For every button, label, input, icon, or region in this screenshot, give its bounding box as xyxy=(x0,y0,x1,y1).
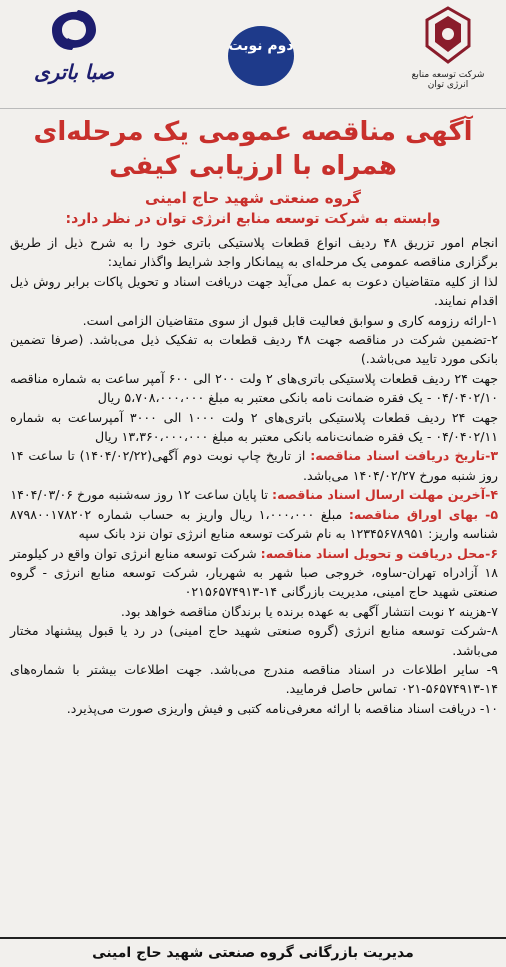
item-5 xyxy=(10,505,498,544)
item-10: ۱۰- دریافت اسناد مناقصه با ارائه معرفی‌نامه کتبی و فیش واریزی صورت می‌پذیرد. xyxy=(66,700,498,716)
affiliation: وابسته به شرکت توسعه منابع انرژی توان در نظر دارد: xyxy=(65,211,441,227)
title-block xyxy=(0,109,506,229)
saba-battery-logo xyxy=(10,8,138,86)
header xyxy=(0,0,506,109)
item-3-label: ۳-تاریخ دریافت اسناد مناقصه: xyxy=(310,448,499,464)
notice-body xyxy=(0,229,506,718)
item-4-text: تا پایان ساعت ۱۲ روز سه‌شنبه مورخ ۱۴۰۴/۰۳/۰۶ xyxy=(10,487,273,503)
item-3 xyxy=(10,446,498,485)
item-2-b: جهت ۲۴ ردیف قطعات پلاستیکی باتری‌های ۲ ولت ۱۰۰۰ الی ۳۰۰۰ آمپرساعت به شماره ۰۴/۰۴۰۲/۱۱ - یک فقره ضمانت‌نامه بانکی معتبر به مبلغ ۱۳،۳۶۰،۰۰۰،۰۰۰ ریال xyxy=(10,409,499,445)
tavan-caption: شرکت توسعه منابع انرژی توان xyxy=(411,70,485,90)
tavan-energy-logo xyxy=(400,6,496,106)
title-line-1: آگهی مناقصه عمومی یک مرحله‌ای xyxy=(33,117,473,147)
item-6-label: ۶-محل دریافت و تحویل اسناد مناقصه: xyxy=(260,545,498,561)
item-2-a: جهت ۲۴ ردیف قطعات پلاستیکی باتری‌های ۲ ولت ۲۰۰ الی ۶۰۰ آمپر ساعت به شماره مناقصه ۰۴/۰۴۰۲/۱۰ - یک فقره ضمانت نامه بانکی معتبر به مبلغ ۵،۷۰۸،۰۰۰،۰۰۰ ریال xyxy=(10,370,499,406)
saba-brand-text: صبا باتری xyxy=(34,60,114,84)
item-3-text: از تاریخ چاپ نوبت دوم آگهی(۱۴۰۴/۰۲/۲۲) تا ساعت ۱۴ روز شنبه مورخ ۱۴۰۴/۰۲/۲۷ می‌باشد. xyxy=(10,448,498,483)
item-6-text: شرکت توسعه منابع انرژی توان واقع در کیلومتر ۱۸ آزادراه تهران-ساوه، خروجی صبا شهر به شهریار، شرکت توسعه منابع انرژی - گروه صنعتی شهید حاج امینی، مدیریت بازرگانی ۱۴-۰۲۱۵۶۵۷۴۹۱۳ xyxy=(10,545,498,600)
item-7: ۷-هزینه ۲ نوبت انتشار آگهی به عهده برنده یا برندگان مناقصه خواهد بود. xyxy=(120,603,498,619)
item-9: ۹- سایر اطلاعات در اسناد مناقصه مندرج می‌باشد. جهت اطلاعات بیشتر با شماره‌های ۱۴-۵۶۵۷۴۹۱۳-۰۲۱ تماس حاصل فرمایید. xyxy=(10,661,498,697)
item-5-text: مبلغ ۱،۰۰۰،۰۰۰ ریال واریز به حساب شماره ۸۷۹۸۰۰۱۷۸۲۰۲ شناسه واریز: ۱۲۳۴۵۶۷۸۹۵۱ به نام شرکت توسعه منابع انرژی توان نزد بانک سپه xyxy=(10,506,498,542)
item-8: ۸-شرکت توسعه منابع انرژی (گروه صنعتی شهید حاج امینی) در رد یا قبول پیشنهاد مختار می‌باشد. xyxy=(10,623,498,658)
footer-signature: مدیریت بازرگانی گروه صنعتی شهید حاج امینی xyxy=(0,937,506,967)
second-notice-badge: دوم نوبت xyxy=(228,26,294,86)
item-5-label: ۵- بهای اوراق مناقصه: xyxy=(348,506,498,522)
item-4-label: ۴-آخرین مهلت ارسال اسناد مناقصه: xyxy=(272,487,498,503)
item-6 xyxy=(10,544,498,602)
intro-paragraph: انجام امور تزریق ۴۸ ردیف انواع قطعات پلاستیکی باتری خود را به شرح ذیل از طریق برگزاری مناقصه عمومی یک مرحله‌ای به پیمانکار واجد شرایط واگذار نماید: xyxy=(10,235,498,270)
item-4 xyxy=(10,485,498,504)
intro-paragraph-2: لذا از کلیه متقاضیان دعوت به عمل می‌آید جهت دریافت اسناد و تحویل پاکات برابر روش ذیل اقدام نمایند. xyxy=(10,273,498,309)
tavan-logo-icon xyxy=(423,6,473,68)
title-line-2: همراه با ارزیابی کیفی xyxy=(109,151,397,181)
item-2: ۲-تضمین شرکت در مناقصه جهت ۴۸ ردیف قطعات به تفکیک ذیل می‌باشد. (صرفا تضمین بانکی مورد تایید می‌باشد.) xyxy=(10,332,498,367)
saba-logo-icon xyxy=(48,8,100,52)
group-name: گروه صنعتی شهید حاج امینی xyxy=(144,189,362,207)
item-1: ۱-ارائه رزومه کاری و سوابق فعالیت قابل قبول از سوی متقاضیان الزامی است. xyxy=(82,312,498,328)
